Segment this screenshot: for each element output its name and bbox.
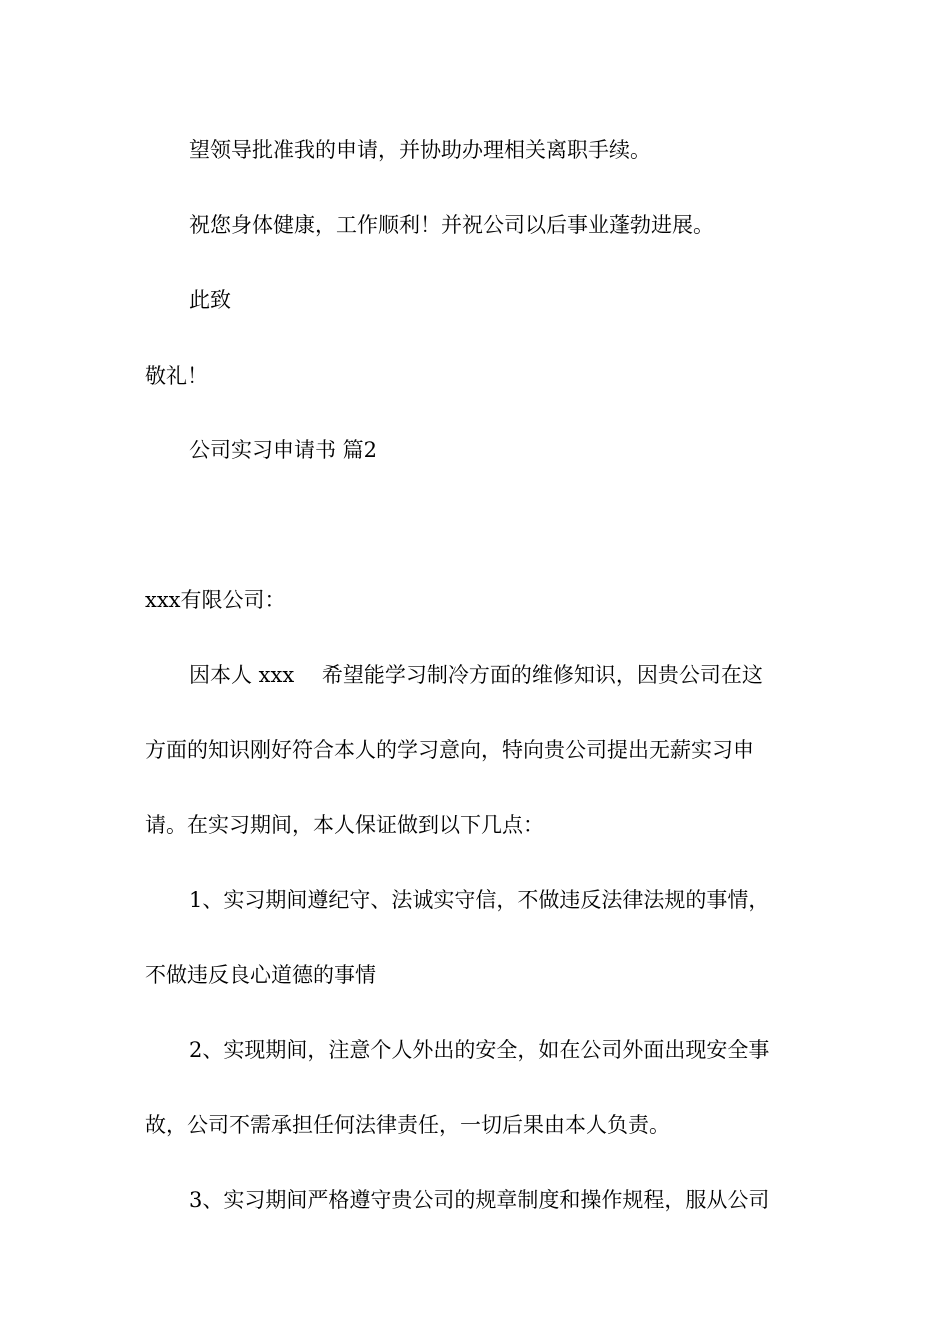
list-item-line: 故，公司不需承担任何法律责任，一切后果由本人负责。 [145,1113,670,1137]
list-item-line: 2、实现期间，注意个人外出的安全，如在公司外面出现安全事 [189,1038,770,1062]
paragraph-line: 望领导批准我的申请，并协助办理相关离职手续。 [189,138,651,162]
recipient-line: xxx有限公司： [145,588,286,612]
paragraph-line: 请。在实习期间，本人保证做到以下几点： [145,813,544,837]
list-item-line: 3、实习期间严格遵守贵公司的规章制度和操作规程，服从公司 [189,1188,770,1212]
paragraph-line: 因本人 xxx 希望能学习制冷方面的维修知识，因贵公司在这 [189,663,763,687]
paragraph-line: 方面的知识刚好符合本人的学习意向，特向贵公司提出无薪实习申 [145,738,754,762]
paragraph-line: 祝您身体健康，工作顺利！并祝公司以后事业蓬勃进展。 [189,213,714,237]
list-item-line: 1、实习期间遵纪守、法诚实守信，不做违反法律法规的事情， [189,888,770,912]
closing-salutation: 此致 [189,288,231,312]
closing-regards: 敬礼！ [145,364,208,388]
section-heading: 公司实习申请书 篇2 [189,438,378,462]
list-item-line: 不做违反良心道德的事情 [145,963,376,987]
